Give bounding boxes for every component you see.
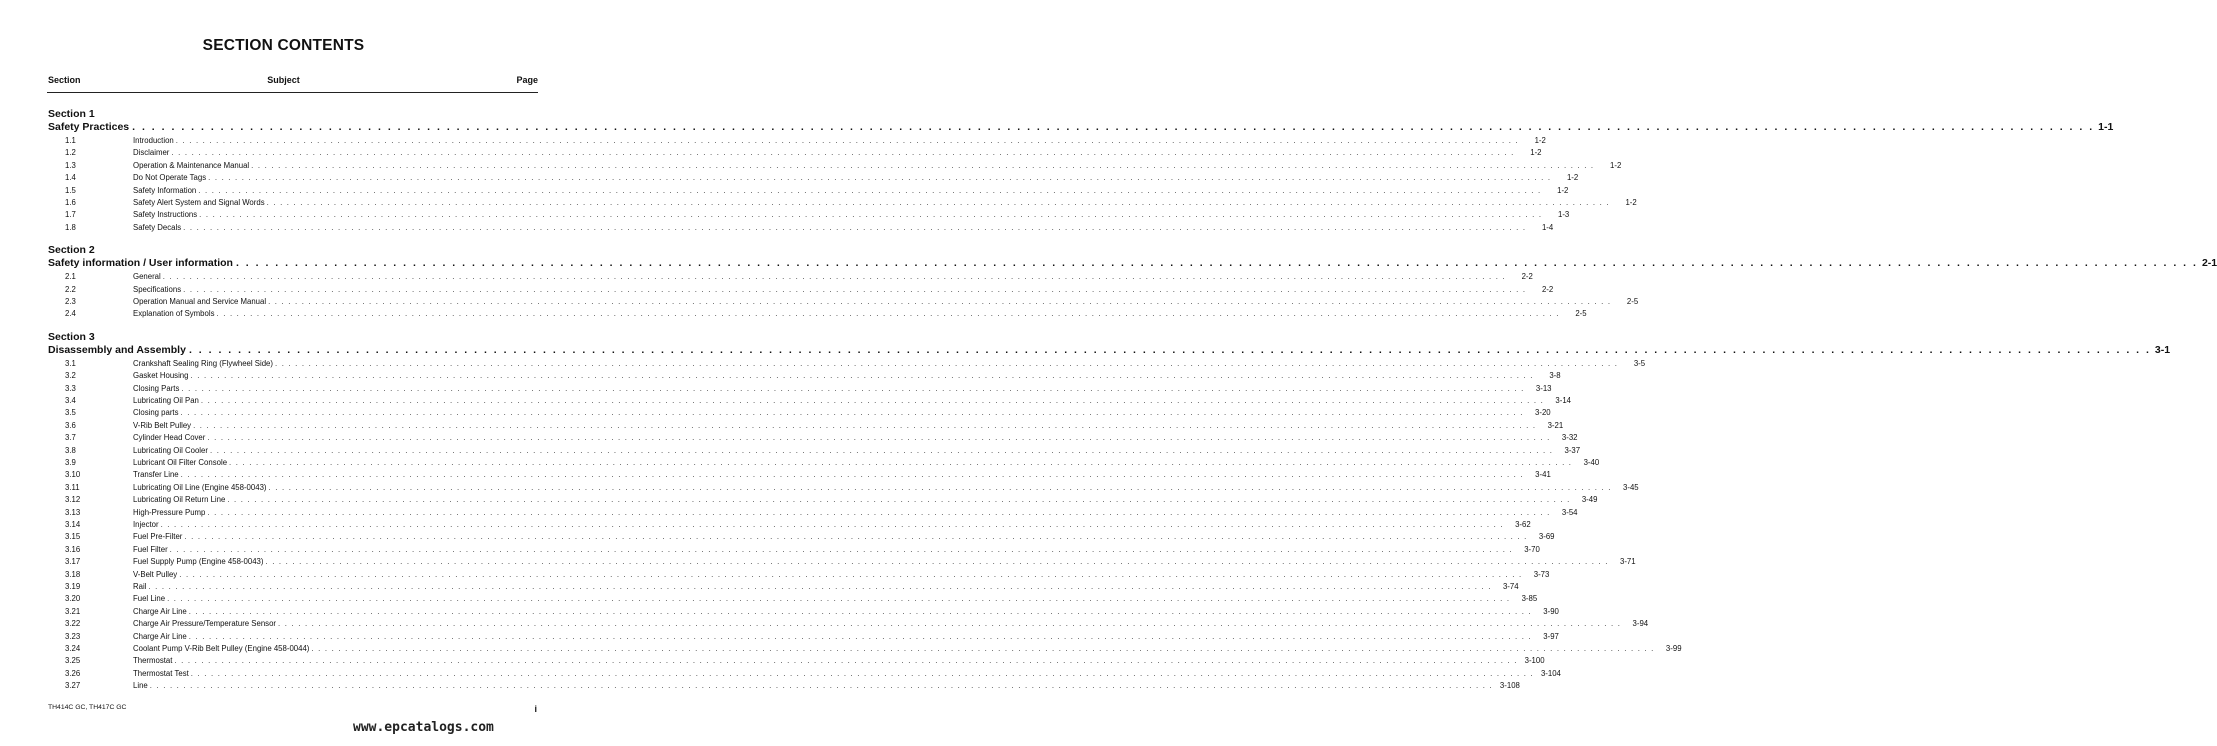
dot-leader: . . . . . . . . . . . . . . . . . . . . . . . . . . . . . . . . . . . . . . . . . . . . . . . . . . . . . . . . . . . . . . . . . . . . . . . . . . . . . . . . . . . . . . . . . . . . . . . . . . . . . . . . . . . . . . . . . . . . . . . . . . . . . . . . . . . . . . . . . . . . . . . . . . . . . . . . . . . . . . . . . . . . . . . . . . . . . . . . . . . . . . . . . . . . . . . . . . . . . . . . [179,569,1523,579]
entry-page: 3-54 [1561,507,1578,517]
entry-page: 3-20 [1535,408,1551,418]
toc-entry[interactable] [0,371,1561,383]
entry-number: 3.3 [65,383,76,393]
toc-entry[interactable] [0,445,1581,458]
entry-subject: Safety Alert System and Signal Words [133,198,265,207]
dot-leader: . . . . . . . . . . . . . . . . . . . . . . . . . . . . . . . . . . . . . . . . . . . . . . . . . . . . . . . . . . . . . . . . . . . . . . . . . . . . . . . . . . . . . . . . . . . . . . . . . . . . . . . . . . . . . . . . . . . . . . . . . . . . . . . . . . . . . . . . . . . . . . . . . . . . . . . . . . . . . . . . . . . . . . . . . . . . . . . . . . . . . . . . . . . . . . . . . . . . . . . . [265,557,1609,567]
entry-number: 3.2 [65,371,76,381]
entry-subject: Fuel Supply Pump (Engine 458-0043) [133,557,264,567]
entry-page: 3-45 [1623,482,1639,492]
dot-leader: . . . . . . . . . . . . . . . . . . . . . . . . . . . . . . . . . . . . . . . . . . . . . . . . . . . . . . . . . . . . . . . . . . . . . . . . . . . . . . . . . . . . . . . . . . . . . . . . . . . . . . . . . . . . . . . . . . . . . . . . . . . . . . . . . . . . . . . . . . . . . . . . . . . . . . . . . . . . . . . . . . . . . . . . . . . . . . . . . . . . . . . . . . . . . . . . . . . . . . . . [235,257,2198,270]
entry-page: 1-2 [1534,136,1546,145]
toc-entry[interactable] [0,433,1578,445]
entry-page: 3-21 [1547,420,1564,430]
column-header-subject: Subject [267,75,300,85]
toc-entry[interactable] [0,309,1587,321]
entry-page: 2-5 [1626,297,1639,306]
dot-leader: . . . . . . . . . . . . . . . . . . . . . . . . . . . . . . . . . . . . . . . . . . . . . . . . . . . . . . . . . . . . . . . . . . . . . . . . . . . . . . . . . . . . . . . . . . . . . . . . . . . . . . . . . . . . . . . . . . . . . . . . . . . . . . . . . . . . . . . . . . . . . . . . . . . . . . . . . . . . . . . . . . . . . . . . . . . . . . . . . . . . . . . . . . . . . . . . . . . . . . . . [199,210,1543,220]
toc-entry[interactable] [0,272,1533,284]
entry-number: 3.16 [65,544,81,554]
entry-number: 1.6 [65,198,76,207]
entry-page: 1-2 [1557,185,1569,195]
entry-page: 3-32 [1561,433,1578,443]
entry-subject: Coolant Pump V-Rib Belt Pulley (Engine 458-0044) [133,644,310,653]
entry-subject: Explanation of Symbols [133,309,215,319]
entry-subject: Thermostat Test [133,668,189,678]
entry-page: 3-94 [1632,619,1649,629]
dot-leader: . . . . . . . . . . . . . . . . . . . . . . . . . . . . . . . . . . . . . . . . . . . . . . . . . . . . . . . . . . . . . . . . . . . . . . . . . . . . . . . . . . . . . . . . . . . . . . . . . . . . . . . . . . . . . . . . . . . . . . . . . . . . . . . . . . . . . . . . . . . . . . . . . . . . . . . . . . . . . . . . . . . . . . . . . . . . . . . . . . . . . . . . . . . . . . . . . . . . . . . . [251,160,1595,170]
entry-page: 1-2 [1625,198,1637,207]
entry-number: 1.7 [65,210,76,220]
column-header-section: Section [48,75,81,85]
entry-page: 3-37 [1564,445,1581,455]
toc-entry[interactable] [0,606,1559,619]
dot-leader: . . . . . . . . . . . . . . . . . . . . . . . . . . . . . . . . . . . . . . . . . . . . . . . . . . . . . . . . . . . . . . . . . . . . . . . . . . . . . . . . . . . . . . . . . . . . . . . . . . . . . . . . . . . . . . . . . . . . . . . . . . . . . . . . . . . . . . . . . . . . . . . . . . . . . . . . . . . . . . . . . . . . . . . . . . . . . . . . . . . . . . . . . . . . . . . . . . . . . . . . [180,408,1524,418]
toc-entry[interactable] [0,470,1551,482]
toc-entry[interactable] [0,482,1639,495]
entry-page: 1-3 [1557,210,1570,220]
dot-leader: . . . . . . . . . . . . . . . . . . . . . . . . . . . . . . . . . . . . . . . . . . . . . . . . . . . . . . . . . . . . . . . . . . . . . . . . . . . . . . . . . . . . . . . . . . . . . . . . . . . . . . . . . . . . . . . . . . . . . . . . . . . . . . . . . . . . . . . . . . . . . . . . . . . . . . . . . . . . . . . . . . . . . . . . . . . . . . . . . . . . . . . . . . . . . . . . . . . . . . . . [148,582,1492,591]
entry-number: 3.22 [65,619,81,629]
dot-leader: . . . . . . . . . . . . . . . . . . . . . . . . . . . . . . . . . . . . . . . . . . . . . . . . . . . . . . . . . . . . . . . . . . . . . . . . . . . . . . . . . . . . . . . . . . . . . . . . . . . . . . . . . . . . . . . . . . . . . . . . . . . . . . . . . . . . . . . . . . . . . . . . . . . . . . . . . . . . . . . . . . . . . . . . . . . . . . . . . . . . . . . . . . . . . . . . . . . . . . . . [207,507,1551,517]
dot-leader: . . . . . . . . . . . . . . . . . . . . . . . . . . . . . . . . . . . . . . . . . . . . . . . . . . . . . . . . . . . . . . . . . . . . . . . . . . . . . . . . . . . . . . . . . . . . . . . . . . . . . . . . . . . . . . . . . . . . . . . . . . . . . . . . . . . . . . . . . . . . . . . . . . . . . . . . . . . . . . . . . . . . . . . . . . . . . . . . . . . . . . . . . . . . . . . . . . . . . . . . [200,396,1545,405]
entry-page: 3-99 [1665,644,1682,653]
dot-leader: . . . . . . . . . . . . . . . . . . . . . . . . . . . . . . . . . . . . . . . . . . . . . . . . . . . . . . . . . . . . . . . . . . . . . . . . . . . . . . . . . . . . . . . . . . . . . . . . . . . . . . . . . . . . . . . . . . . . . . . . . . . . . . . . . . . . . . . . . . . . . . . . . . . . . . . . . . . . . . . . . . . . . . . . . . . . . . . . . . . . . . . . . . . . . . . . . . . . . . . . [216,309,1560,319]
entry-page: 3-14 [1555,396,1572,405]
entry-subject: Lubricating Oil Pan [133,396,199,405]
dot-leader: . . . . . . . . . . . . . . . . . . . . . . . . . . . . . . . . . . . . . . . . . . . . . . . . . . . . . . . . . . . . . . . . . . . . . . . . . . . . . . . . . . . . . . . . . . . . . . . . . . . . . . . . . . . . . . . . . . . . . . . . . . . . . . . . . . . . . . . . . . . . . . . . . . . . . . . . . . . . . . . . . . . . . . . . . . . . . . . . . . . . . . . . . . . . . . . . . . . . . . . . [167,594,1511,604]
toc-entry[interactable] [0,619,1649,631]
toc-entry[interactable] [0,185,1569,198]
entry-page: 3-71 [1619,557,1636,567]
entry-number: 3.24 [65,644,81,653]
toc-entry[interactable] [0,284,1554,297]
section-title: Disassembly and Assembly [48,343,186,356]
toc-entry[interactable] [0,594,1538,606]
dot-leader: . . . . . . . . . . . . . . . . . . . . . . . . . . . . . . . . . . . . . . . . . . . . . . . . . . . . . . . . . . . . . . . . . . . . . . . . . . . . . . . . . . . . . . . . . . . . . . . . . . . . . . . . . . . . . . . . . . . . . . . . . . . . . . . . . . . . . . . . . . . . . . . . . . . . . . . . . . . . . . . . . . . . . . . . . . . . . . . . . . . . . . . . . . . . . . . . . . . . . . . . [169,544,1513,554]
toc-entry[interactable] [0,297,1639,309]
entry-subject: Do Not Operate Tags [133,173,207,183]
footer-watermark: www.epcatalogs.com [353,720,494,735]
entry-number: 3.1 [65,358,76,368]
entry-page: 3-73 [1533,569,1550,579]
dot-leader: . . . . . . . . . . . . . . . . . . . . . . . . . . . . . . . . . . . . . . . . . . . . . . . . . . . . . . . . . . . . . . . . . . . . . . . . . . . . . . . . . . . . . . . . . . . . . . . . . . . . . . . . . . . . . . . . . . . . . . . . . . . . . . . . . . . . . . . . . . . . . . . . . . . . . . . . . . . . . . . . . . . . . . . . . . . . . . . . . . . . . . . . . . . . . . . . . . . . . . . . [188,606,1532,616]
section-label: Section 3 [48,330,95,343]
dot-leader: . . . . . . . . . . . . . . . . . . . . . . . . . . . . . . . . . . . . . . . . . . . . . . . . . . . . . . . . . . . . . . . . . . . . . . . . . . . . . . . . . . . . . . . . . . . . . . . . . . . . . . . . . . . . . . . . . . . . . . . . . . . . . . . . . . . . . . . . . . . . . . . . . . . . . . . . . . . . . . . . . . . . . . . . . . . . . . . . . . . . . . . . . . . . . . . . . . . . . . . . [209,445,1554,455]
toc-entry[interactable] [0,668,1561,681]
dot-leader: . . . . . . . . . . . . . . . . . . . . . . . . . . . . . . . . . . . . . . . . . . . . . . . . . . . . . . . . . . . . . . . . . . . . . . . . . . . . . . . . . . . . . . . . . . . . . . . . . . . . . . . . . . . . . . . . . . . . . . . . . . . . . . . . . . . . . . . . . . . . . . . . . . . . . . . . . . . . . . . . . . . . . . . . . . . . . . . . . . . . . . . . . . . . . . . . . . . . . . . . [162,272,1506,282]
section-heading-row[interactable] [48,343,2171,358]
entry-number: 2.2 [65,284,76,294]
entry-subject: Crankshaft Sealing Ring (Flywheel Side) [133,358,273,368]
dot-leader: . . . . . . . . . . . . . . . . . . . . . . . . . . . . . . . . . . . . . . . . . . . . . . . . . . . . . . . . . . . . . . . . . . . . . . . . . . . . . . . . . . . . . . . . . . . . . . . . . . . . . . . . . . . . . . . . . . . . . . . . . . . . . . . . . . . . . . . . . . . . . . . . . . . . . . . . . . . . . . . . . . . . . . . . . . . . . . . . . . . . . . . . . . . . . . . . . . . . . . . . [183,284,1527,294]
entry-number: 3.23 [65,631,81,641]
entry-number: 3.15 [65,532,81,542]
page-title: SECTION CONTENTS [202,37,365,54]
toc-entry[interactable] [0,532,1555,544]
dot-leader: . . . . . . . . . . . . . . . . . . . . . . . . . . . . . . . . . . . . . . . . . . . . . . . . . . . . . . . . . . . . . . . . . . . . . . . . . . . . . . . . . . . . . . . . . . . . . . . . . . . . . . . . . . . . . . . . . . . . . . . . . . . . . . . . . . . . . . . . . . . . . . . . . . . . . . . . . . . . . . . . . . . . . . . . . . . . . . . . . . . . . . . . . . . . . . . . . . . . . . . . [193,420,1537,430]
entry-page: 1-4 [1541,222,1554,232]
entry-subject: Fuel Pre-Filter [133,532,183,542]
entry-number: 3.9 [65,458,76,467]
dot-leader: . . . . . . . . . . . . . . . . . . . . . . . . . . . . . . . . . . . . . . . . . . . . . . . . . . . . . . . . . . . . . . . . . . . . . . . . . . . . . . . . . . . . . . . . . . . . . . . . . . . . . . . . . . . . . . . . . . . . . . . . . . . . . . . . . . . . . . . . . . . . . . . . . . . . . . . . . . . . . . . . . . . . . . . . . . . . . . . . . . . . . . . . . . . . . . . . . . . . . . . . [132,121,2095,133]
entry-number: 3.18 [65,569,81,579]
entry-number: 3.8 [65,445,76,455]
dot-leader: . . . . . . . . . . . . . . . . . . . . . . . . . . . . . . . . . . . . . . . . . . . . . . . . . . . . . . . . . . . . . . . . . . . . . . . . . . . . . . . . . . . . . . . . . . . . . . . . . . . . . . . . . . . . . . . . . . . . . . . . . . . . . . . . . . . . . . . . . . . . . . . . . . . . . . . . . . . . . . . . . . . . . . . . . . . . . . . . . . . . . . . . . . . . . . . . . . . . . . . . [174,656,1518,666]
entry-page: 3-104 [1540,668,1561,678]
entry-subject: Lubricating Oil Cooler [133,445,208,455]
entry-page: 3-62 [1515,520,1531,529]
toc-entry[interactable] [0,198,1637,210]
entry-subject: Closing Parts [133,383,180,393]
entry-number: 3.5 [65,408,76,418]
toc-entry[interactable] [0,681,1520,693]
entry-subject: Charge Air Line [133,606,187,616]
toc-entry[interactable] [0,408,1551,420]
dot-leader: . . . . . . . . . . . . . . . . . . . . . . . . . . . . . . . . . . . . . . . . . . . . . . . . . . . . . . . . . . . . . . . . . . . . . . . . . . . . . . . . . . . . . . . . . . . . . . . . . . . . . . . . . . . . . . . . . . . . . . . . . . . . . . . . . . . . . . . . . . . . . . . . . . . . . . . . . . . . . . . . . . . . . . . . . . . . . . . . . . . . . . . . . . . . . . . . . . . . . . . . [181,383,1525,393]
entry-page: 3-100 [1524,656,1545,666]
toc-entry[interactable] [0,656,1545,668]
entry-page: 3-70 [1524,544,1540,554]
section-label: Section 2 [48,244,95,257]
entry-page: 2-2 [1541,284,1554,294]
entry-subject: Gasket Housing [133,371,189,381]
entry-subject: Injector [133,520,159,529]
entry-page: 3-5 [1633,358,1646,368]
footer-page-number: i [534,704,537,714]
dot-leader: . . . . . . . . . . . . . . . . . . . . . . . . . . . . . . . . . . . . . . . . . . . . . . . . . . . . . . . . . . . . . . . . . . . . . . . . . . . . . . . . . . . . . . . . . . . . . . . . . . . . . . . . . . . . . . . . . . . . . . . . . . . . . . . . . . . . . . . . . . . . . . . . . . . . . . . . . . . . . . . . . . . . . . . . . . . . . . . . . . . . . . . . . . . . . . . . . . . . . . . . [198,185,1542,195]
entry-subject: Operation & Maintenance Manual [133,160,250,170]
toc-entry[interactable] [0,160,1622,173]
entry-subject: Disclaimer [133,148,170,158]
entry-subject: High-Pressure Pump [133,507,206,517]
dot-leader: . . . . . . . . . . . . . . . . . . . . . . . . . . . . . . . . . . . . . . . . . . . . . . . . . . . . . . . . . . . . . . . . . . . . . . . . . . . . . . . . . . . . . . . . . . . . . . . . . . . . . . . . . . . . . . . . . . . . . . . . . . . . . . . . . . . . . . . . . . . . . . . . . . . . . . . . . . . . . . . . . . . . . . . . . . . . . . . . . . . . . . . . . . . . . . . . . . . . . . . . [278,619,1622,629]
dot-leader: . . . . . . . . . . . . . . . . . . . . . . . . . . . . . . . . . . . . . . . . . . . . . . . . . . . . . . . . . . . . . . . . . . . . . . . . . . . . . . . . . . . . . . . . . . . . . . . . . . . . . . . . . . . . . . . . . . . . . . . . . . . . . . . . . . . . . . . . . . . . . . . . . . . . . . . . . . . . . . . . . . . . . . . . . . . . . . . . . . . . . . . . . . . . . . . . . . . . . . . . [207,433,1551,443]
toc-entry[interactable] [0,458,1600,470]
footer-model-names: TH414C GC, TH417C GC [48,704,127,711]
toc-entry[interactable] [0,222,1554,235]
entry-number: 1.2 [65,148,76,158]
entry-number: 2.1 [65,272,76,282]
section-title: Safety information / User information [48,257,233,270]
entry-subject: Transfer Line [133,470,179,480]
entry-number: 3.11 [65,482,80,492]
dot-leader: . . . . . . . . . . . . . . . . . . . . . . . . . . . . . . . . . . . . . . . . . . . . . . . . . . . . . . . . . . . . . . . . . . . . . . . . . . . . . . . . . . . . . . . . . . . . . . . . . . . . . . . . . . . . . . . . . . . . . . . . . . . . . . . . . . . . . . . . . . . . . . . . . . . . . . . . . . . . . . . . . . . . . . . . . . . . . . . . . . . . . . . . . . . . . . . . . . . . . . . . [184,532,1528,542]
entry-page: 2-2 [1521,272,1533,282]
toc-entry[interactable] [0,507,1578,520]
entry-subject: Charge Air Line [133,631,187,641]
entry-subject: Rail [133,582,147,591]
dot-leader: . . . . . . . . . . . . . . . . . . . . . . . . . . . . . . . . . . . . . . . . . . . . . . . . . . . . . . . . . . . . . . . . . . . . . . . . . . . . . . . . . . . . . . . . . . . . . . . . . . . . . . . . . . . . . . . . . . . . . . . . . . . . . . . . . . . . . . . . . . . . . . . . . . . . . . . . . . . . . . . . . . . . . . . . . . . . . . . . . . . . . . . . . . . . . . . . . . . . . . . . [227,495,1571,505]
dot-leader: . . . . . . . . . . . . . . . . . . . . . . . . . . . . . . . . . . . . . . . . . . . . . . . . . . . . . . . . . . . . . . . . . . . . . . . . . . . . . . . . . . . . . . . . . . . . . . . . . . . . . . . . . . . . . . . . . . . . . . . . . . . . . . . . . . . . . . . . . . . . . . . . . . . . . . . . . . . . . . . . . . . . . . . . . . . . . . . . . . . . . . . . . . . . . . . . . . . . . . . . [208,173,1552,183]
dot-leader: . . . . . . . . . . . . . . . . . . . . . . . . . . . . . . . . . . . . . . . . . . . . . . . . . . . . . . . . . . . . . . . . . . . . . . . . . . . . . . . . . . . . . . . . . . . . . . . . . . . . . . . . . . . . . . . . . . . . . . . . . . . . . . . . . . . . . . . . . . . . . . . . . . . . . . . . . . . . . . . . . . . . . . . . . . . . . . . . . . . . . . . . . . . . . . . . . . . . . . . . [188,631,1532,641]
section-title: Safety Practices [48,121,130,133]
section-page: 3-1 [2154,343,2171,356]
dot-leader: . . . . . . . . . . . . . . . . . . . . . . . . . . . . . . . . . . . . . . . . . . . . . . . . . . . . . . . . . . . . . . . . . . . . . . . . . . . . . . . . . . . . . . . . . . . . . . . . . . . . . . . . . . . . . . . . . . . . . . . . . . . . . . . . . . . . . . . . . . . . . . . . . . . . . . . . . . . . . . . . . . . . . . . . . . . . . . . . . . . . . . . . . . . . . . . . . . . . . . . . [268,297,1612,306]
entry-number: 3.6 [65,420,76,430]
toc-entry[interactable] [0,495,1598,507]
entry-page: 3-8 [1549,371,1561,381]
entry-page: 3-13 [1535,383,1552,393]
entry-subject: Lubricating Oil Line (Engine 458-0043) [133,482,267,492]
dot-leader: . . . . . . . . . . . . . . . . . . . . . . . . . . . . . . . . . . . . . . . . . . . . . . . . . . . . . . . . . . . . . . . . . . . . . . . . . . . . . . . . . . . . . . . . . . . . . . . . . . . . . . . . . . . . . . . . . . . . . . . . . . . . . . . . . . . . . . . . . . . . . . . . . . . . . . . . . . . . . . . . . . . . . . . . . . . . . . . . . . . . . . . . . . . . . . . . . . . . . . . . [183,222,1527,232]
entry-subject: Safety Decals [133,222,182,232]
entry-number: 1.5 [65,185,76,195]
toc-entry[interactable] [0,569,1550,582]
entry-number: 3.20 [65,594,81,604]
header-divider [47,92,538,93]
section-page: 1-1 [2098,121,2114,133]
entry-number: 3.26 [65,668,81,678]
entry-number: 3.12 [65,495,81,505]
section-heading-row[interactable] [48,121,2114,135]
dot-leader: . . . . . . . . . . . . . . . . . . . . . . . . . . . . . . . . . . . . . . . . . . . . . . . . . . . . . . . . . . . . . . . . . . . . . . . . . . . . . . . . . . . . . . . . . . . . . . . . . . . . . . . . . . . . . . . . . . . . . . . . . . . . . . . . . . . . . . . . . . . . . . . . . . . . . . . . . . . . . . . . . . . . . . . . . . . . . . . . . . . . . . . . . . . . . . . . . . . . . . . . [149,681,1493,691]
entry-number: 1.1 [65,136,76,145]
dot-leader: . . . . . . . . . . . . . . . . . . . . . . . . . . . . . . . . . . . . . . . . . . . . . . . . . . . . . . . . . . . . . . . . . . . . . . . . . . . . . . . . . . . . . . . . . . . . . . . . . . . . . . . . . . . . . . . . . . . . . . . . . . . . . . . . . . . . . . . . . . . . . . . . . . . . . . . . . . . . . . . . . . . . . . . . . . . . . . . . . . . . . . . . . . . . . . . . . . . . . . . . [229,458,1573,467]
toc-entry[interactable] [0,644,1682,656]
entry-subject: V-Belt Pulley [133,569,178,579]
toc-entry[interactable] [0,582,1519,594]
entry-number: 3.4 [65,396,76,405]
toc-entry[interactable] [0,383,1552,396]
entry-subject: Safety Information [133,185,197,195]
entry-page: 3-97 [1543,631,1559,641]
section-heading-row[interactable] [48,257,2217,271]
entry-number: 2.4 [65,309,76,319]
dot-leader: . . . . . . . . . . . . . . . . . . . . . . . . . . . . . . . . . . . . . . . . . . . . . . . . . . . . . . . . . . . . . . . . . . . . . . . . . . . . . . . . . . . . . . . . . . . . . . . . . . . . . . . . . . . . . . . . . . . . . . . . . . . . . . . . . . . . . . . . . . . . . . . . . . . . . . . . . . . . . . . . . . . . . . . . . . . . . . . . . . . . . . . . . . . . . . . . . . . . . . . . [180,470,1524,480]
section-page: 2-1 [2201,257,2217,270]
column-header-page: Page [516,75,538,85]
entry-subject: Safety Instructions [133,210,198,220]
entry-subject: Introduction [133,136,174,145]
dot-leader: . . . . . . . . . . . . . . . . . . . . . . . . . . . . . . . . . . . . . . . . . . . . . . . . . . . . . . . . . . . . . . . . . . . . . . . . . . . . . . . . . . . . . . . . . . . . . . . . . . . . . . . . . . . . . . . . . . . . . . . . . . . . . . . . . . . . . . . . . . . . . . . . . . . . . . . . . . . . . . . . . . . . . . . . . . . . . . . . . . . . . . . . . . . . . . . . . . . . . . . . [190,668,1534,678]
entry-subject: Fuel Filter [133,544,168,554]
entry-subject: Closing parts [133,408,179,418]
entry-number: 1.4 [65,173,76,183]
entry-page: 3-40 [1583,458,1600,467]
entry-page: 2-5 [1575,309,1587,319]
entry-subject: Lubricating Oil Return Line [133,495,226,505]
entry-page: 3-74 [1502,582,1519,591]
entry-subject: Cylinder Head Cover [133,433,206,443]
toc-entry[interactable] [0,148,1542,160]
dot-leader: . . . . . . . . . . . . . . . . . . . . . . . . . . . . . . . . . . . . . . . . . . . . . . . . . . . . . . . . . . . . . . . . . . . . . . . . . . . . . . . . . . . . . . . . . . . . . . . . . . . . . . . . . . . . . . . . . . . . . . . . . . . . . . . . . . . . . . . . . . . . . . . . . . . . . . . . . . . . . . . . . . . . . . . . . . . . . . . . . . . . . . . . . . . . . . . . . . . . . . . . [160,520,1504,529]
toc-entry[interactable] [0,136,1546,148]
entry-page: 3-108 [1499,681,1520,691]
entry-page: 3-90 [1543,606,1559,616]
dot-leader: . . . . . . . . . . . . . . . . . . . . . . . . . . . . . . . . . . . . . . . . . . . . . . . . . . . . . . . . . . . . . . . . . . . . . . . . . . . . . . . . . . . . . . . . . . . . . . . . . . . . . . . . . . . . . . . . . . . . . . . . . . . . . . . . . . . . . . . . . . . . . . . . . . . . . . . . . . . . . . . . . . . . . . . . . . . . . . . . . . . . . . . . . . . . . . . . . . . . . . . . [190,371,1534,381]
dot-leader: . . . . . . . . . . . . . . . . . . . . . . . . . . . . . . . . . . . . . . . . . . . . . . . . . . . . . . . . . . . . . . . . . . . . . . . . . . . . . . . . . . . . . . . . . . . . . . . . . . . . . . . . . . . . . . . . . . . . . . . . . . . . . . . . . . . . . . . . . . . . . . . . . . . . . . . . . . . . . . . . . . . . . . . . . . . . . . . . . . . . . . . . . . . . . . . . . . . . . . . . [311,644,1655,653]
entry-number: 3.25 [65,656,81,666]
entry-number: 3.13 [65,507,81,517]
entry-page: 1-2 [1566,173,1579,183]
entry-page: 3-69 [1538,532,1555,542]
toc-entry[interactable] [0,544,1540,557]
toc-entry[interactable] [0,631,1559,644]
entry-number: 3.19 [65,582,81,591]
toc-entry[interactable] [0,358,1646,371]
entry-subject: Fuel Line [133,594,166,604]
entry-page: 3-49 [1581,495,1598,505]
entry-number: 3.21 [65,606,81,616]
dot-leader: . . . . . . . . . . . . . . . . . . . . . . . . . . . . . . . . . . . . . . . . . . . . . . . . . . . . . . . . . . . . . . . . . . . . . . . . . . . . . . . . . . . . . . . . . . . . . . . . . . . . . . . . . . . . . . . . . . . . . . . . . . . . . . . . . . . . . . . . . . . . . . . . . . . . . . . . . . . . . . . . . . . . . . . . . . . . . . . . . . . . . . . . . . . . . . . . . . . . . . . . [171,148,1515,158]
entry-page: 1-2 [1530,148,1542,158]
toc-entry[interactable] [0,420,1564,433]
section-label: Section 1 [48,108,95,120]
entry-subject: Specifications [133,284,182,294]
dot-leader: . . . . . . . . . . . . . . . . . . . . . . . . . . . . . . . . . . . . . . . . . . . . . . . . . . . . . . . . . . . . . . . . . . . . . . . . . . . . . . . . . . . . . . . . . . . . . . . . . . . . . . . . . . . . . . . . . . . . . . . . . . . . . . . . . . . . . . . . . . . . . . . . . . . . . . . . . . . . . . . . . . . . . . . . . . . . . . . . . . . . . . . . . . . . . . . . . . . . . . . . [266,198,1610,207]
dot-leader: . . . . . . . . . . . . . . . . . . . . . . . . . . . . . . . . . . . . . . . . . . . . . . . . . . . . . . . . . . . . . . . . . . . . . . . . . . . . . . . . . . . . . . . . . . . . . . . . . . . . . . . . . . . . . . . . . . . . . . . . . . . . . . . . . . . . . . . . . . . . . . . . . . . . . . . . . . . . . . . . . . . . . . . . . . . . . . . . . . . . . . . . . . . . . . . . . . . . . . . . [268,482,1612,492]
toc-entry[interactable] [0,520,1531,532]
entry-number: 3.17 [65,557,81,567]
entry-subject: Lubricant Oil Filter Console [133,458,228,467]
entry-page: 1-2 [1610,160,1622,170]
entry-number: 3.10 [65,470,81,480]
toc-entry[interactable] [0,173,1579,185]
entry-page: 3-85 [1521,594,1538,604]
entry-subject: Thermostat [133,656,173,666]
entry-number: 1.3 [65,160,76,170]
entry-number: 2.3 [65,297,76,306]
entry-number: 3.14 [65,520,81,529]
entry-subject: Charge Air Pressure/Temperature Sensor [133,619,277,629]
entry-page: 3-41 [1535,470,1551,480]
dot-leader: . . . . . . . . . . . . . . . . . . . . . . . . . . . . . . . . . . . . . . . . . . . . . . . . . . . . . . . . . . . . . . . . . . . . . . . . . . . . . . . . . . . . . . . . . . . . . . . . . . . . . . . . . . . . . . . . . . . . . . . . . . . . . . . . . . . . . . . . . . . . . . . . . . . . . . . . . . . . . . . . . . . . . . . . . . . . . . . . . . . . . . . . . . . . . . . . . . . . . . . . [274,358,1619,368]
dot-leader: . . . . . . . . . . . . . . . . . . . . . . . . . . . . . . . . . . . . . . . . . . . . . . . . . . . . . . . . . . . . . . . . . . . . . . . . . . . . . . . . . . . . . . . . . . . . . . . . . . . . . . . . . . . . . . . . . . . . . . . . . . . . . . . . . . . . . . . . . . . . . . . . . . . . . . . . . . . . . . . . . . . . . . . . . . . . . . . . . . . . . . . . . . . . . . . . . . . . . . . . [188,343,2151,356]
entry-subject: Line [133,681,148,691]
entry-subject: V-Rib Belt Pulley [133,420,192,430]
entry-number: 3.7 [65,433,76,443]
toc-entry[interactable] [0,396,1572,408]
dot-leader: . . . . . . . . . . . . . . . . . . . . . . . . . . . . . . . . . . . . . . . . . . . . . . . . . . . . . . . . . . . . . . . . . . . . . . . . . . . . . . . . . . . . . . . . . . . . . . . . . . . . . . . . . . . . . . . . . . . . . . . . . . . . . . . . . . . . . . . . . . . . . . . . . . . . . . . . . . . . . . . . . . . . . . . . . . . . . . . . . . . . . . . . . . . . . . . . . . . . . . . . [175,136,1519,145]
toc-entry[interactable] [0,557,1636,569]
entry-subject: General [133,272,161,282]
entry-number: 3.27 [65,681,81,691]
entry-number: 1.8 [65,222,76,232]
toc-entry[interactable] [0,210,1570,222]
entry-subject: Operation Manual and Service Manual [133,297,267,306]
